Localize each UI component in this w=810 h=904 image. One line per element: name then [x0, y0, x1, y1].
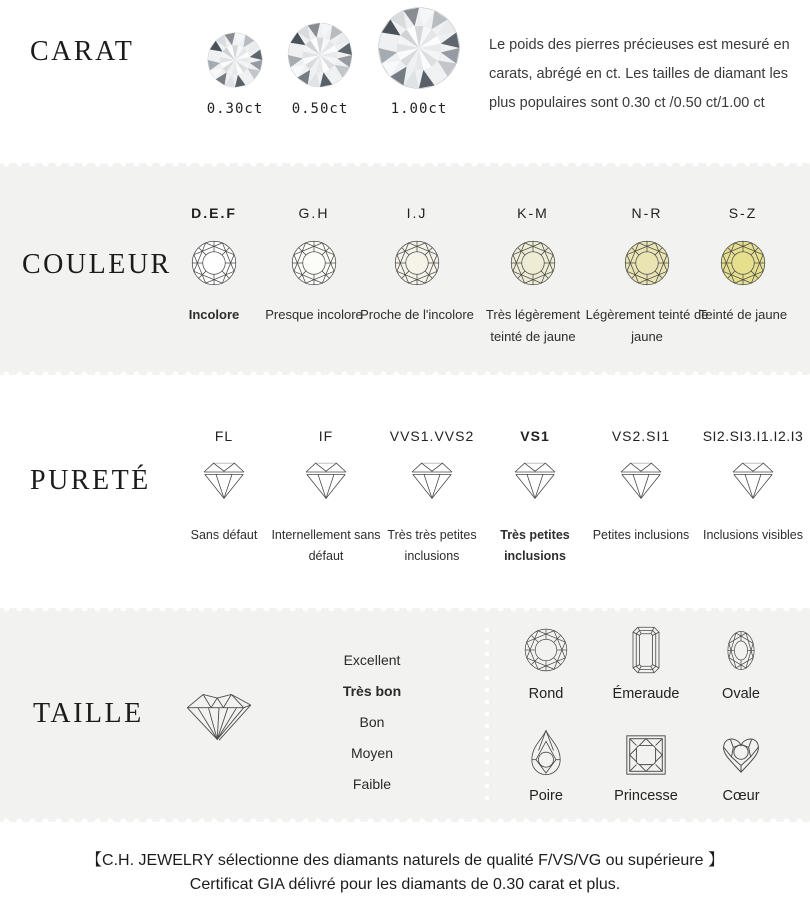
grade-desc: Teinté de jaune — [698, 307, 788, 322]
footer-quality-note: 【C.H. JEWELRY sélectionne des diamants naturels de qualité F/VS/VG ou supérieure 】 — [86, 852, 724, 869]
grade-code: VS2.SI1 — [611, 428, 671, 444]
grade-desc: Sans défaut — [190, 528, 258, 542]
princess-shape-icon — [623, 732, 669, 778]
round-shape-icon — [523, 627, 569, 673]
diamond-photo-icon — [376, 5, 462, 91]
grade-desc: Très très petites inclusions — [387, 528, 477, 563]
grade-code: SI2.SI3.I1.I2.I3 — [702, 428, 804, 444]
grade-desc: Petites inclusions — [592, 528, 690, 542]
grade-desc: Proche de l'incolore — [360, 307, 474, 322]
shape-label: Ovale — [722, 686, 760, 702]
round-brilliant-top-icon — [509, 239, 557, 287]
grade-desc: Incolore — [188, 307, 240, 322]
grade-code: IF — [318, 428, 334, 444]
round-brilliant-top-icon — [393, 239, 441, 287]
cut-quality: Excellent — [343, 652, 401, 668]
grade-code: VVS1.VVS2 — [389, 428, 475, 444]
grade-desc: Très légèrement teinté de jaune — [485, 307, 581, 344]
pear-shape-icon — [528, 728, 565, 778]
shape-label: Émeraude — [612, 686, 680, 702]
grade-code: G.H — [298, 205, 330, 221]
purete-grade-if — [268, 375, 384, 608]
purete-grade-vs1 — [477, 375, 593, 608]
diamond-3d-icon — [182, 690, 256, 743]
shape-label: Princesse — [614, 788, 678, 804]
grade-code: VS1 — [520, 428, 550, 444]
emerald-shape-icon — [627, 624, 666, 676]
diamond-side-icon — [617, 459, 665, 501]
purete-grade-si2plus — [695, 375, 810, 608]
cut-quality: Très bon — [342, 683, 402, 699]
couleur-grade-ij — [355, 163, 479, 375]
oval-shape-icon — [724, 627, 759, 674]
carat-size-label: 1.00ct — [390, 101, 448, 117]
shape-label: Rond — [528, 686, 564, 702]
diamond-photo-icon — [286, 21, 354, 89]
grade-desc: Presque incolore — [265, 307, 363, 322]
round-brilliant-top-icon — [190, 239, 238, 287]
couleur-grade-sz — [681, 163, 805, 375]
diamond-side-icon — [729, 459, 777, 501]
section-couleur — [0, 163, 810, 375]
diamond-side-icon — [511, 459, 559, 501]
couleur-title: COULEUR — [22, 249, 172, 280]
purete-grade-vs2si1 — [583, 375, 699, 608]
grade-code: D.E.F — [191, 205, 237, 221]
round-brilliant-top-icon — [623, 239, 671, 287]
carat-description: Le poids des pierres précieuses est mesuré en carats, abrégé en ct. Les tailles de diamant les plus populaires sont 0.30 ct /0.50 ct/1.00 ct — [489, 37, 790, 111]
section-taille — [0, 608, 810, 822]
dotted-divider — [484, 624, 490, 806]
heart-shape-icon — [718, 734, 764, 776]
purete-title: PURETÉ — [30, 465, 151, 496]
section-purete — [0, 375, 810, 608]
shape-label: Poire — [529, 788, 563, 804]
round-brilliant-top-icon — [719, 239, 767, 287]
shape-label: Cœur — [722, 788, 760, 804]
carat-size-label: 0.30ct — [206, 101, 264, 117]
grade-desc: Internellement sans défaut — [271, 528, 381, 563]
grade-desc: Inclusions visibles — [702, 528, 804, 542]
diamond-photo-icon — [206, 31, 264, 89]
carat-size-label: 0.50ct — [291, 101, 349, 117]
footer-certificate-note: Certificat GIA délivré pour les diamants de 0.30 carat et plus. — [189, 876, 621, 893]
grade-code: S-Z — [728, 205, 758, 221]
purete-grade-vvs — [374, 375, 490, 608]
carat-title: CARAT — [30, 36, 135, 67]
couleur-grade-km — [471, 163, 595, 375]
grade-code: I.J — [406, 205, 428, 221]
cut-quality: Bon — [359, 714, 385, 730]
diamond-side-icon — [200, 459, 248, 501]
grade-desc: Très petites inclusions — [500, 528, 570, 563]
cut-quality: Moyen — [350, 745, 394, 761]
diamond-side-icon — [408, 459, 456, 501]
cut-quality: Faible — [352, 776, 392, 792]
round-brilliant-top-icon — [290, 239, 338, 287]
section-footer — [0, 822, 810, 904]
purete-grade-fl — [166, 375, 282, 608]
grade-code: K-M — [517, 205, 549, 221]
grade-code: N-R — [631, 205, 663, 221]
taille-title: TAILLE — [33, 698, 144, 729]
grade-code: FL — [214, 428, 234, 444]
grade-desc: Légèrement teinté de jaune — [585, 307, 709, 344]
diamond-side-icon — [302, 459, 350, 501]
section-carat — [0, 0, 810, 163]
